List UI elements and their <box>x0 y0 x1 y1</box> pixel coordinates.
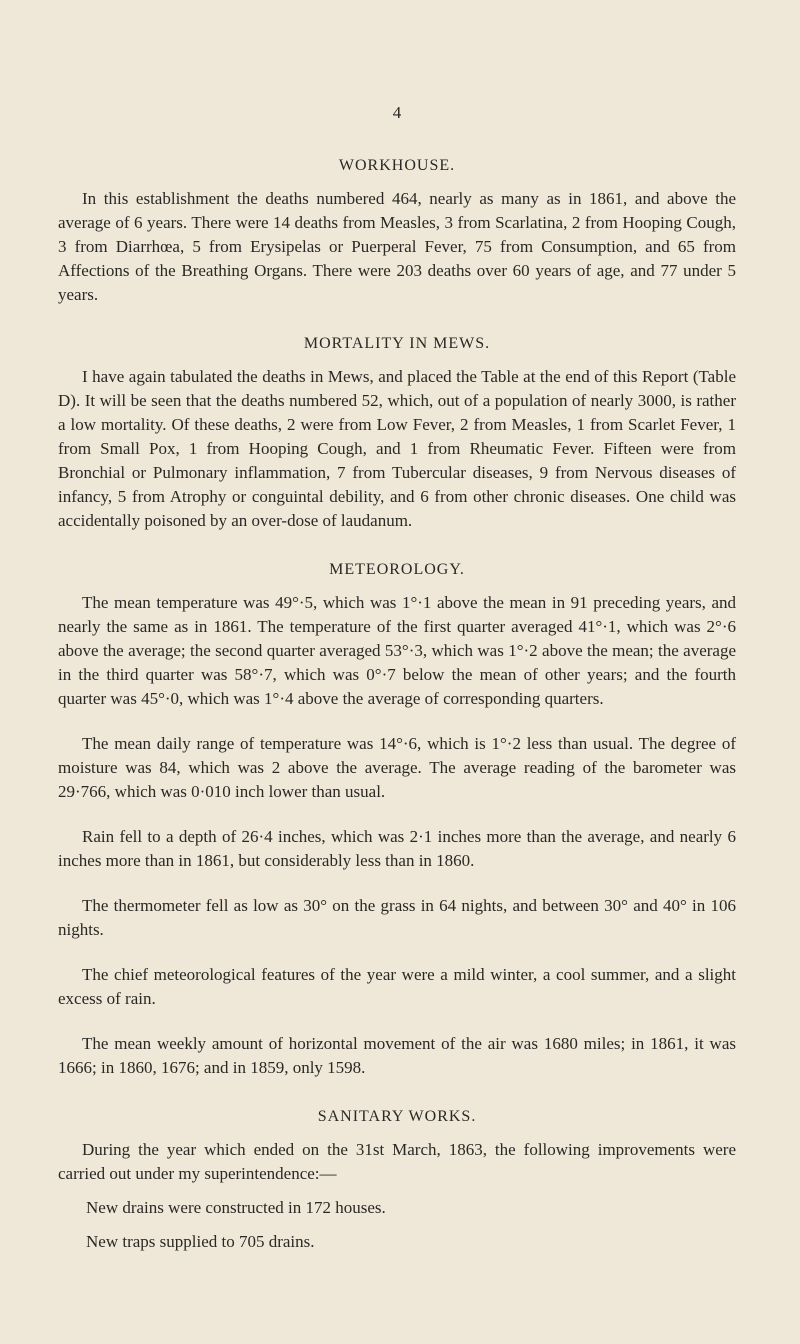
paragraph: The mean daily range of temperature was 14°·6, which is 1°·2 less than usual. The degree of moisture was 84, which was 2 above the average. The average reading of the barometer was 29·766, which was 0·010 inch lower than usual. <box>58 734 736 801</box>
paragraph: The chief meteorological features of the year were a mild winter, a cool summer, and a slight excess of rain. <box>58 965 736 1008</box>
section-mortality-in-mews <box>58 335 736 533</box>
section-heading-sanitary-works: SANITARY WORKS. <box>317 1108 477 1125</box>
paragraph: In this establishment the deaths numbered 464, nearly as many as in 1861, and above the average of 6 years. There were 14 deaths from Measles, 3 from Scarlatina, 2 from Hooping Cough, 3 from Diarrhœa, 5 from Erysipelas or Puerperal Fever, 75 from Consumption, and 65 from Affections of the Breathing Organs. There were 203 deaths over 60 years of age, and 77 under 5 years. <box>58 189 736 304</box>
paragraph: The thermometer fell as low as 30° on the grass in 64 nights, and between 30° and 40° in 106 nights. <box>58 896 736 939</box>
section-heading-meteorology: METEOROLOGY. <box>329 561 465 578</box>
paragraph: The mean weekly amount of horizontal movement of the air was 1680 miles; in 1861, it was 1666; in 1860, 1676; and in 1859, only 1598. <box>58 1034 736 1077</box>
section-sanitary-works <box>58 1108 736 1254</box>
section-heading-mortality-in-mews: MORTALITY IN MEWS. <box>303 335 491 352</box>
paragraph: I have again tabulated the deaths in Mews, and placed the Table at the end of this Report (Table D). It will be seen that the deaths numbered 52, which, out of a population of nearly 3000, is rather a low mortality. Of these deaths, 2 were from Low Fever, 2 from Measles, 1 from Scarlet Fever, 1 from Small Pox, 1 from Hooping Cough, and 1 from Rheumatic Fever. Fifteen were from Bronchial or Pulmonary inflammation, 7 from Tubercular diseases, 9 from Nervous diseases of infancy, 5 from Atrophy or conguintal debility, and 6 from other chronic diseases. One child was accidentally poisoned by an over-dose of laudanum. <box>58 367 736 530</box>
section-heading-workhouse: WORKHOUSE. <box>338 157 456 174</box>
paragraph: Rain fell to a depth of 26·4 inches, which was 2·1 inches more than the average, and nearly 6 inches more than in 1861, but considerably less than in 1860. <box>58 827 736 870</box>
paragraph: The mean temperature was 49°·5, which was 1°·1 above the mean in 91 preceding years, and nearly the same as in 1861. The temperature of the first quarter averaged 41°·1, which was 2°·6 above the average; the second quarter averaged 53°·3, which was 1°·2 above the mean; the average in the third quarter was 58°·7, which was 0°·7 below the mean of other years; and the fourth quarter was 45°·0, which was 1°·4 above the average of corresponding quarters. <box>58 593 736 708</box>
page-number: 4 <box>392 103 402 122</box>
list-item: New drains were constructed in 172 houses. <box>86 1198 386 1217</box>
list-item: New traps supplied to 705 drains. <box>86 1232 315 1251</box>
section-meteorology <box>58 561 736 1080</box>
section-workhouse <box>58 157 736 307</box>
paragraph: During the year which ended on the 31st March, 1863, the following improvements were carried out under my superintendence:— <box>58 1140 736 1183</box>
